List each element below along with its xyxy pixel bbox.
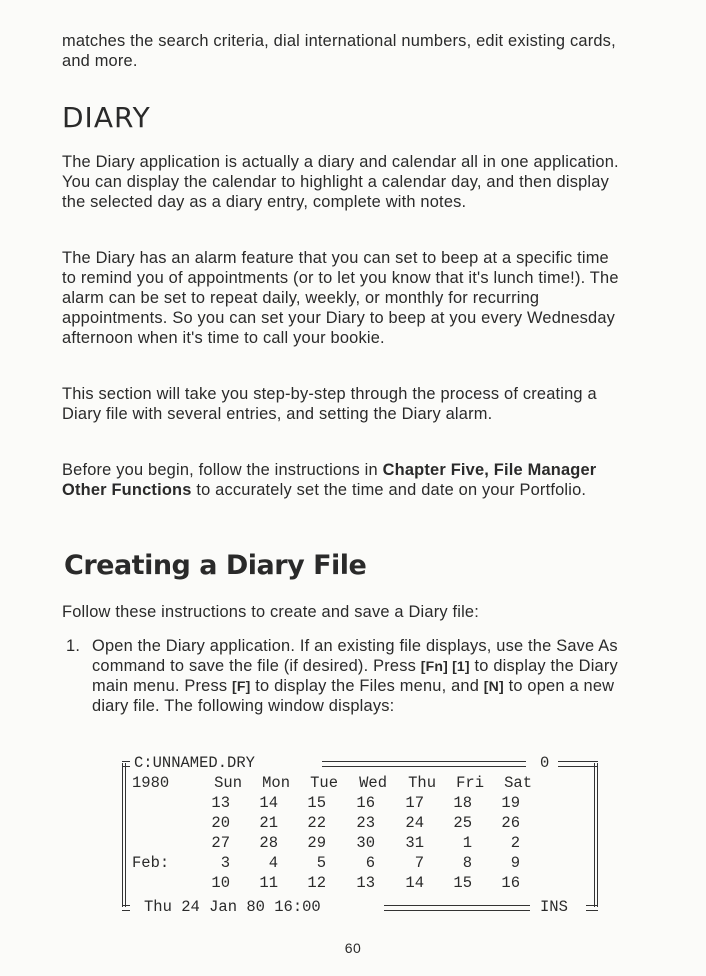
key-f: [F] <box>232 678 251 694</box>
diary-window <box>122 754 598 916</box>
calendar-day: 15 <box>307 794 326 812</box>
calendar-day: 26 <box>501 814 520 832</box>
calendar-day: 13 <box>211 794 230 812</box>
calendar-day: 28 <box>259 834 278 852</box>
calendar-day: 6 <box>365 854 375 872</box>
calendar-day: 24 <box>405 814 424 832</box>
chapter-reference: Chapter Five, File Manager Other Functions <box>62 461 597 499</box>
calendar-week-row <box>122 793 598 813</box>
calendar-week-row <box>122 833 598 853</box>
calendar-day: 20 <box>211 814 230 832</box>
insert-mode-indicator: INS <box>540 898 568 916</box>
calendar-day: 31 <box>405 834 424 852</box>
status-datetime: Thu 24 Jan 80 16:00 <box>144 898 321 916</box>
calendar-day: 29 <box>307 834 326 852</box>
status-bar-line-left <box>122 905 130 911</box>
weekday-wed: Wed <box>359 774 387 792</box>
instructions-lead-paragraph: Follow these instructions to create and save a Diary file: <box>62 603 480 621</box>
calendar-day: 13 <box>356 874 375 892</box>
page-number: 60 <box>344 940 362 956</box>
calendar-day: 19 <box>501 794 520 812</box>
step-number: 1. <box>66 637 81 655</box>
window-title: C:UNNAMED.DRY <box>134 754 255 772</box>
calendar-day: 27 <box>211 834 230 852</box>
calendar-day: 10 <box>211 874 230 892</box>
calendar-day: 25 <box>453 814 472 832</box>
step-text-part: to display the Diary main menu. Press <box>92 657 618 695</box>
intro-tail-paragraph: matches the search criteria, dial international numbers, edit existing cards, and more. <box>62 32 616 70</box>
calendar-day: 5 <box>316 854 326 872</box>
step-text-part: Open the Diary application. If an existing file displays, use the Save As command to save the file (if desired). Press <box>92 637 618 675</box>
title-bar-line-right <box>558 761 598 767</box>
diary-heading: DIARY <box>62 101 151 134</box>
weekday-tue: Tue <box>310 774 338 792</box>
calendar-day: 16 <box>356 794 375 812</box>
window-title-counter: 0 <box>540 754 550 772</box>
calendar-day: 22 <box>307 814 326 832</box>
step-text <box>92 636 622 716</box>
calendar-day: 4 <box>268 854 278 872</box>
calendar-day: 8 <box>462 854 472 872</box>
key-fn-1: [Fn] [1] <box>420 658 470 674</box>
calendar-week-row <box>122 873 598 893</box>
before-text: Before you begin, follow the instructions in <box>62 461 383 479</box>
key-n: [N] <box>483 678 504 694</box>
calendar-day: 17 <box>405 794 424 812</box>
calendar-day: 30 <box>356 834 375 852</box>
calendar-day: 7 <box>414 854 424 872</box>
weekday-sat: Sat <box>504 774 532 792</box>
calendar-day: 21 <box>259 814 278 832</box>
status-bar-line-right <box>586 905 598 911</box>
calendar-year: 1980 <box>132 774 170 792</box>
alarm-feature-paragraph: The Diary has an alarm feature that you can set to beep at a specific time to remind you of appointments (or to let you know that it's lunch time!). The alarm can be set to repeat daily, weekly, or monthly for recurring appointments. So you can set your Diary to beep at you every Wednesday afternoon when it's time to call your bookie. <box>62 249 619 347</box>
calendar-day: 9 <box>510 854 520 872</box>
step-text-part: to open a new diary file. The following window displays: <box>92 677 615 715</box>
status-bar-line <box>384 905 530 911</box>
before-you-begin-paragraph <box>62 460 622 500</box>
weekday-fri: Fri <box>456 774 484 792</box>
calendar-day: 18 <box>453 794 472 812</box>
calendar-day: 15 <box>453 874 472 892</box>
after-text: to accurately set the time and date on your Portfolio. <box>191 481 587 499</box>
calendar-day: 23 <box>356 814 375 832</box>
weekday-thu: Thu <box>408 774 436 792</box>
weekday-sun: Sun <box>214 774 242 792</box>
calendar-week-row <box>122 813 598 833</box>
diary-intro-paragraph: The Diary application is actually a diary and calendar all in one application. You can display the calendar to highlight a calendar day, and then display the selected day as a diary entry, complete with notes. <box>62 153 619 211</box>
weekday-header-row <box>122 773 598 793</box>
step-text-part: to display the Files menu, and <box>250 677 484 695</box>
month-label: Feb: <box>132 854 170 872</box>
calendar-day: 12 <box>307 874 326 892</box>
section-overview-paragraph: This section will take you step-by-step through the process of creating a Diary file with several entries, and setting the Diary alarm. <box>62 385 597 423</box>
calendar-day: 11 <box>259 874 278 892</box>
calendar-day: 3 <box>220 854 230 872</box>
calendar-day: 1 <box>462 834 472 852</box>
calendar-day: 16 <box>501 874 520 892</box>
title-bar-line-left <box>122 761 130 767</box>
weekday-mon: Mon <box>262 774 290 792</box>
calendar-day: 14 <box>259 794 278 812</box>
title-bar-line <box>322 761 526 767</box>
calendar-day: 2 <box>510 834 520 852</box>
creating-diary-file-heading: Creating a Diary File <box>64 550 367 581</box>
calendar-day: 14 <box>405 874 424 892</box>
calendar-week-row <box>122 853 598 873</box>
